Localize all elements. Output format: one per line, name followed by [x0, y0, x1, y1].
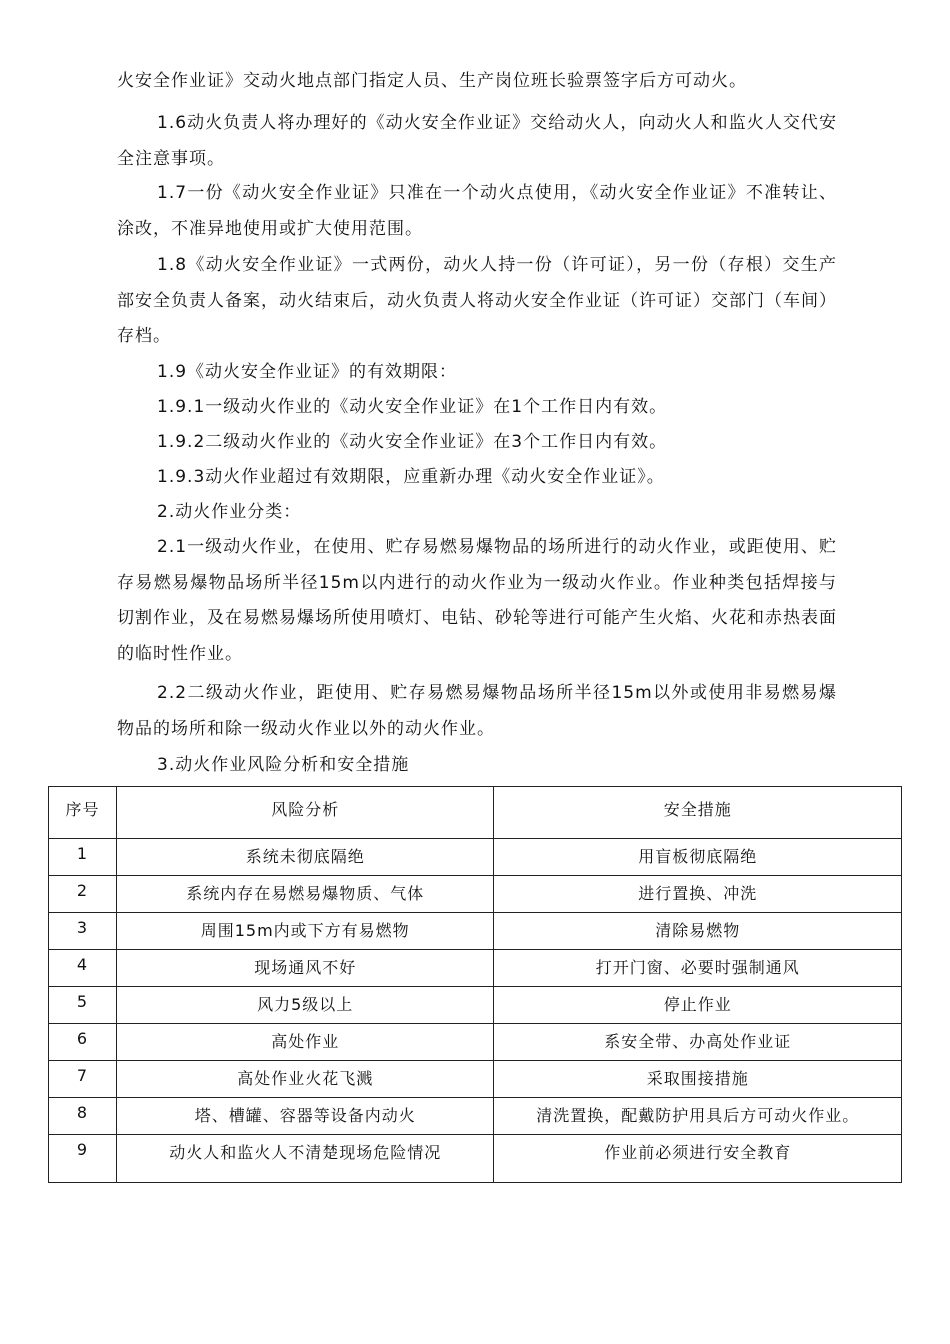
table-row [49, 950, 902, 987]
heading-2-classification: 2.动火作业分类： [157, 502, 302, 522]
paragraph-1-6: 1.6动火负责人将办理好的《动火安全作业证》交给动火人，向动火人和监火人交代安全注意事项。 [117, 113, 837, 169]
cell-serial-number: 9 [49, 1135, 117, 1183]
table-row [49, 876, 902, 913]
table-row [49, 913, 902, 950]
cell-risk: 系统内存在易燃易爆物质、气体 [116, 876, 494, 913]
cell-measure: 用盲板彻底隔绝 [494, 839, 902, 876]
cell-serial-number: 3 [49, 913, 117, 950]
cell-risk: 高处作业火花飞溅 [116, 1061, 494, 1098]
paragraph-1-7: 1.7一份《动火安全作业证》只准在一个动火点使用，《动火安全作业证》不准转让、涂改，不准异地使用或扩大使用范围。 [117, 183, 837, 239]
cell-measure: 系安全带、办高处作业证 [494, 1024, 902, 1061]
cell-serial-number: 2 [49, 876, 117, 913]
table-row [49, 1135, 902, 1183]
table-row [49, 1061, 902, 1098]
cell-measure: 清洗置换，配戴防护用具后方可动火作业。 [494, 1098, 902, 1135]
cell-serial-number: 5 [49, 987, 117, 1024]
cell-serial-number: 7 [49, 1061, 117, 1098]
table-row [49, 839, 902, 876]
paragraph-1-9-3: 1.9.3动火作业超过有效期限，应重新办理《动火安全作业证》。 [157, 467, 665, 487]
cell-risk: 动火人和监火人不清楚现场危险情况 [116, 1135, 494, 1183]
cell-risk: 周围15m内或下方有易燃物 [116, 913, 494, 950]
cell-risk: 系统未彻底隔绝 [116, 839, 494, 876]
cell-serial-number: 8 [49, 1098, 117, 1135]
cell-risk: 现场通风不好 [116, 950, 494, 987]
table-row [49, 1024, 902, 1061]
table-row [49, 987, 902, 1024]
cell-measure: 打开门窗、必要时强制通风 [494, 950, 902, 987]
paragraph-2-2: 2.2二级动火作业，距使用、贮存易燃易爆物品场所半径15m以外或使用非易燃易爆物品的场所和除一级动火作业以外的动火作业。 [117, 683, 837, 739]
paragraph-1-9-2: 1.9.2二级动火作业的《动火安全作业证》在3个工作日内有效。 [157, 432, 668, 452]
heading-3-risk-analysis: 3.动火作业风险分析和安全措施 [157, 755, 410, 775]
paragraph-continuation: 火安全作业证》交动火地点部门指定人员、生产岗位班长验票签字后方可动火。 [117, 71, 747, 91]
cell-measure: 进行置换、冲洗 [494, 876, 902, 913]
header-serial-number: 序号 [49, 787, 117, 839]
paragraph-1-9-1: 1.9.1一级动火作业的《动火安全作业证》在1个工作日内有效。 [157, 397, 668, 417]
cell-measure: 清除易燃物 [494, 913, 902, 950]
header-safety-measures: 安全措施 [494, 787, 902, 839]
cell-risk: 风力5级以上 [116, 987, 494, 1024]
cell-serial-number: 6 [49, 1024, 117, 1061]
cell-risk: 塔、槽罐、容器等设备内动火 [116, 1098, 494, 1135]
cell-measure: 采取围接措施 [494, 1061, 902, 1098]
cell-serial-number: 1 [49, 839, 117, 876]
table-header-row [49, 787, 902, 839]
cell-serial-number: 4 [49, 950, 117, 987]
header-risk-analysis: 风险分析 [116, 787, 494, 839]
paragraph-1-9: 1.9《动火安全作业证》的有效期限： [157, 362, 458, 382]
paragraph-2-1: 2.1一级动火作业，在使用、贮存易燃易爆物品的场所进行的动火作业，或距使用、贮存易燃易爆物品场所半径15m以内进行的动火作业为一级动火作业。作业种类包括焊接与切割作业，及在易燃易爆场所使用喷灯、电钻、砂轮等进行可能产生火焰、火花和赤热表面的临时性作业。 [117, 537, 837, 664]
risk-measures-table [48, 786, 902, 1183]
cell-risk: 高处作业 [116, 1024, 494, 1061]
paragraph-1-8: 1.8《动火安全作业证》一式两份，动火人持一份（许可证），另一份（存根）交生产部安全负责人备案，动火结束后，动火负责人将动火安全作业证（许可证）交部门（车间）存档。 [117, 255, 837, 346]
cell-measure: 作业前必须进行安全教育 [494, 1135, 902, 1183]
table-row [49, 1098, 902, 1135]
cell-measure: 停止作业 [494, 987, 902, 1024]
